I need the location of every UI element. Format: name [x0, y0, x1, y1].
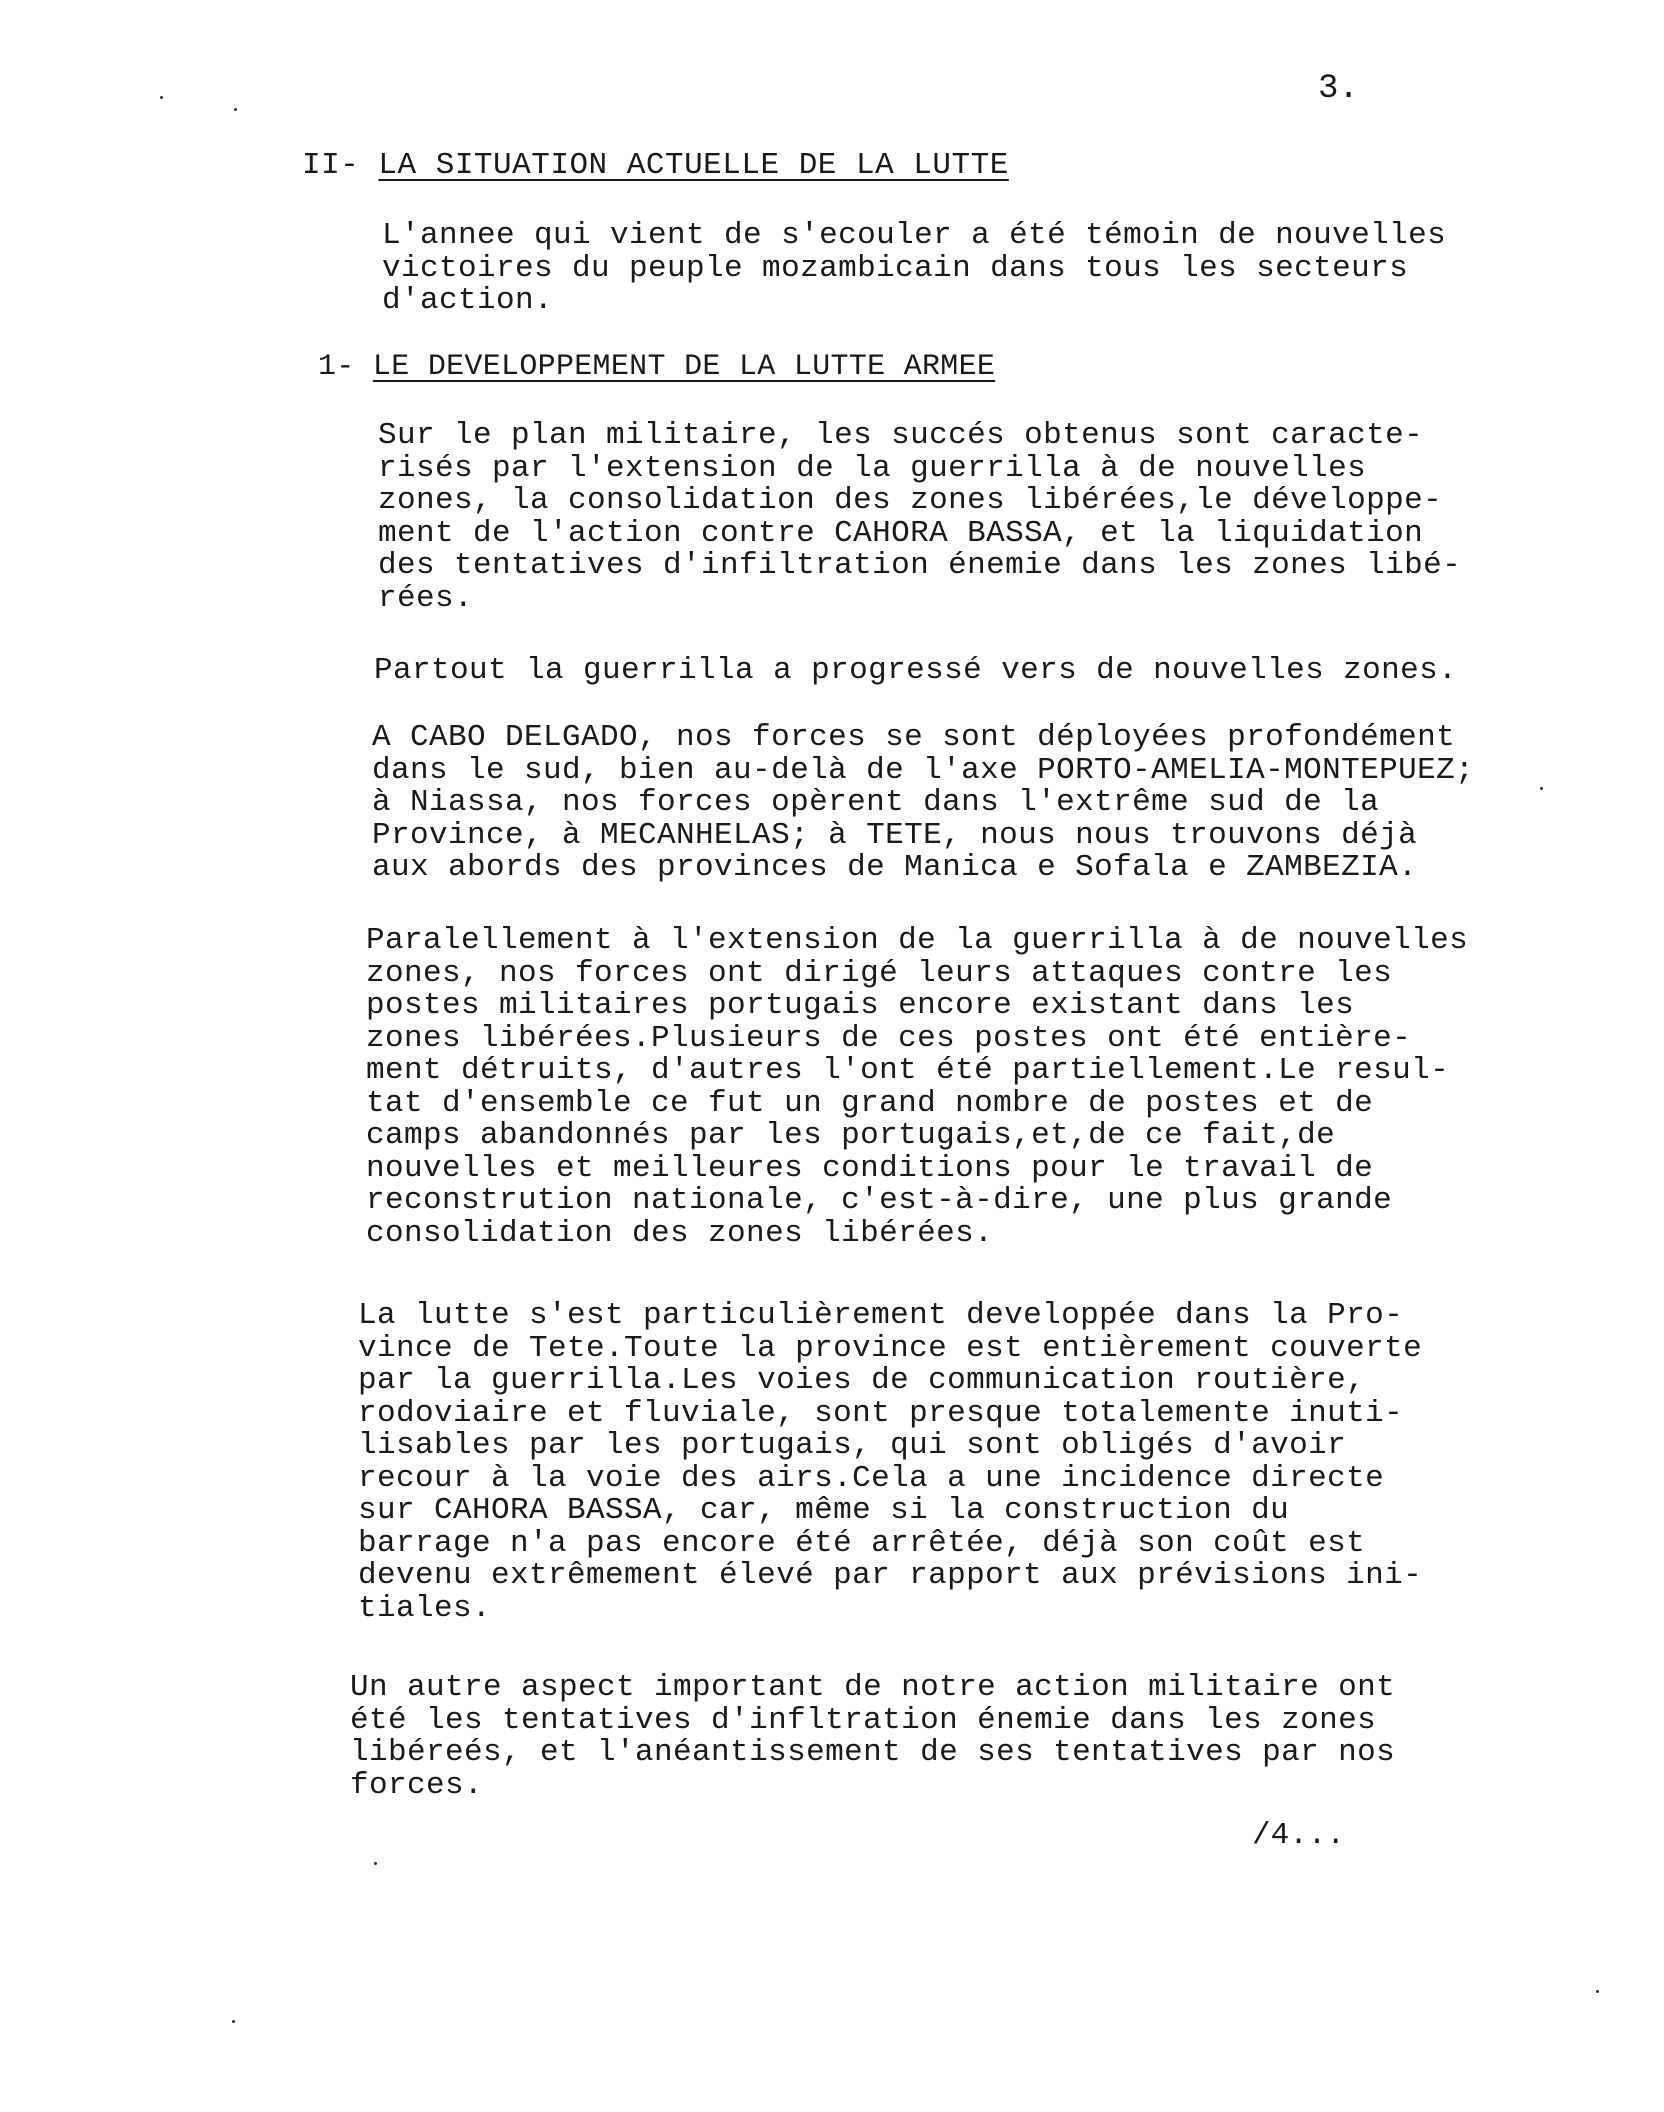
scan-speck	[1540, 787, 1543, 790]
subsection-number: 1-	[318, 350, 355, 384]
section-heading	[302, 148, 1009, 183]
scan-speck	[232, 2020, 235, 2023]
paragraph-military-plan: Sur le plan militaire, les succés obtenus sont caracte- risés par l'extension de la guerrilla à de nouvelles zones, la consolidation des zones libérées,le développe- ment de l'action contre CAHORA BASSA, et la liquidation des tentatives d'infiltration énemie dans les zones libé- rées.	[378, 418, 1462, 616]
paragraph-regions: A CABO DELGADO, nos forces se sont déployées profondément dans le sud, bien au-delà de l'axe PORTO-AMELIA-MONTEPUEZ; à Niassa, nos forces opèrent dans l'extrême sud de la Province, à MECANHELAS; à TETE, nous nous trouvons déjà aux abords des provinces de Manica e Sofala e ZAMBEZIA.	[372, 720, 1475, 885]
section-number: II-	[302, 148, 360, 183]
scan-speck	[374, 1862, 377, 1865]
subsection-title: LE DEVELOPPEMENT DE LA LUTTE ARMEE	[372, 350, 996, 384]
paragraph-progress: Partout la guerrilla a progressé vers de nouvelles zones.	[374, 653, 1458, 688]
scan-speck	[1596, 1990, 1599, 1993]
paragraph-military-posts: Paralellement à l'extension de la guerrilla à de nouvelles zones, nos forces ont dirigé leurs attaques contre les postes militaires portugais encore existant dans les zones libérées.Plusieurs de ces postes ont été entière- ment détruits, d'autres l'ont été partiellement.Le resul- tat d'ensemble ce fut un grand nombre de postes et de camps abandonnés par les portugais,et,de ce fait,de nouvelles et meilleures conditions pour le travail de reconstrution nationale, c'est-à-dire, une plus grande consolidation des zones libérées.	[366, 923, 1469, 1251]
scan-speck	[234, 108, 237, 111]
page-continuation-marker: /4...	[1252, 1818, 1346, 1853]
paragraph-tete-province: La lutte s'est particulièrement developpée dans la Pro- vince de Tete.Toute la province est entièrement couverte par la guerrilla.Les voies de communication routière, rodoviaire et fluviale, sont presque totalemente inuti- lisables par les portugais, qui sont obligés d'avoir recour à la voie des airs.Cela a une incidence directe sur CAHORA BASSA, car, même si la construction du barrage n'a pas encore été arrêtée, déjà son coût est devenu extrêmement élevé par rapport aux prévisions ini- tiales.	[358, 1298, 1423, 1626]
scan-speck	[160, 96, 163, 99]
section-title: LA SITUATION ACTUELLE DE LA LUTTE	[378, 148, 1009, 183]
page-number: 3.	[1318, 70, 1359, 108]
paragraph-infiltration: Un autre aspect important de notre action militaire ont été les tentatives d'infltration énemie dans les zones libéreés, et l'anéantissement de ses tentatives par nos forces.	[350, 1670, 1396, 1803]
intro-paragraph: L'annee qui vient de s'ecouler a été témoin de nouvelles victoires du peuple mozambicain dans tous les secteurs d'action.	[382, 218, 1447, 318]
subsection-heading	[318, 350, 995, 384]
